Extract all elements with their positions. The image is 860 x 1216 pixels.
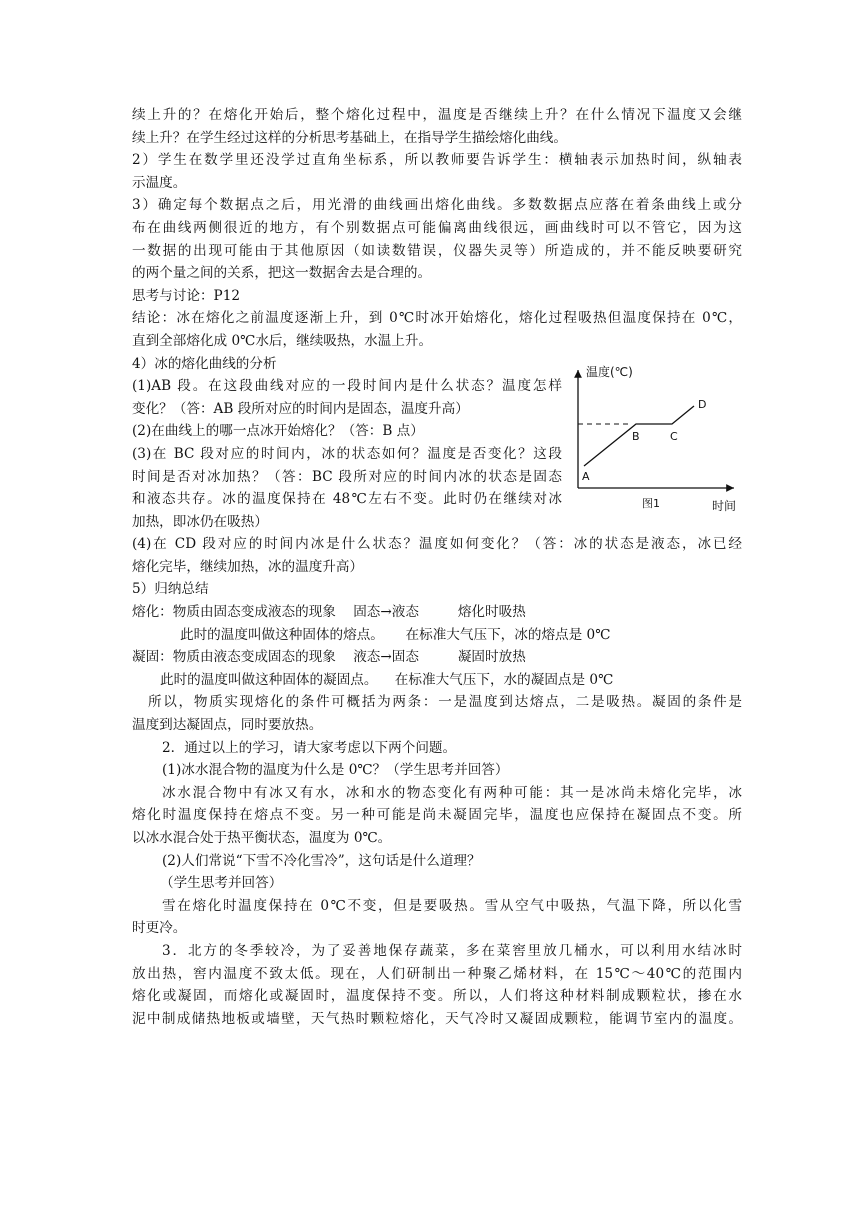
text-line: 熔化或凝固，而熔化或凝固时，温度保持不变。所以，人们将这种材料制成颗粒状，掺在水	[132, 988, 742, 1005]
text-line: 泥中制成储热地板或墙壁，天气热时颗粒熔化，天气冷时又凝固成颗粒，能调节室内的温度。	[132, 1010, 742, 1027]
melting-curve-figure	[562, 360, 752, 520]
text-line: 此时的温度叫做这种固体的凝固点。 在标准大气压下，水的凝固点是 0℃	[160, 671, 614, 688]
text-line: 2）学生在数学里还没学过直角坐标系，所以教师要告诉学生：横轴表示加热时间，纵轴表	[132, 152, 742, 169]
text-line: 思考与讨论：P12	[132, 287, 241, 304]
text-line: 冰水混合物中有冰又有水，冰和水的物态变化有两种可能：其一是冰尚未熔化完毕，冰	[162, 784, 742, 801]
text-line: 直到全部熔化成 0℃水后，继续吸热，水温上升。	[132, 332, 433, 349]
x-axis-label: 时间	[712, 499, 737, 513]
text-line: 熔化：物质由固态变成液态的现象 固态→液态 熔化时吸热	[132, 604, 526, 621]
text-line: 以冰水混合处于热平衡状态，温度为 0℃。	[132, 830, 392, 846]
text-line: 熔化时温度保持在熔点不变。另一种可能是尚未凝固完毕，温度也应保持在凝固点不变。所	[132, 807, 742, 824]
text-line: 和液态共存。冰的温度保持在 48℃左右不变。此时仍在继续对冰	[132, 491, 562, 508]
text-line: (1)AB 段。在这段曲线对应的一段时间内是什么状态？温度怎样	[132, 378, 562, 395]
text-line: 5）归纳总结	[132, 581, 209, 598]
text-line: (3)在 BC 段对应的时间内，冰的状态如何？温度是否变化？这段	[132, 445, 562, 462]
text-line: 结论：冰在熔化之前温度逐渐上升，到 0℃时冰开始熔化，熔化过程吸热但温度保持在 0℃，	[132, 310, 742, 327]
text-line: 续上升的？在熔化开始后，整个熔化过程中，温度是否继续上升？在什么情况下温度又会继	[132, 107, 742, 123]
text-line: 的两个量之间的关系，把这一数据舍去是合理的。	[132, 265, 432, 282]
text-line: 加热，即冰仍在吸热）	[132, 513, 268, 530]
text-line: 布在曲线两侧很近的地方，有个别数据点可能偏离曲线很远，画曲线时可以不管它，因为这	[132, 219, 742, 236]
text-line: (2)在曲线上的哪一点冰开始熔化？（答：B 点）	[132, 423, 424, 440]
text-line: 雪在熔化时温度保持在 0℃不变，但是要吸热。雪从空气中吸热，气温下降，所以化雪	[162, 897, 742, 914]
text-line: 此时的温度叫做这种固体的熔点。 在标准大气压下，冰的熔点是 0℃	[180, 626, 611, 643]
text-line: 续上升？在学生经过这样的分析思考基础上，在指导学生描绘熔化曲线。	[132, 129, 567, 146]
text-line: 4）冰的熔化曲线的分析	[132, 355, 277, 372]
text-line: (1)冰水混合物的温度为什么是 0℃？（学生思考并回答）	[162, 762, 509, 779]
text-line: 凝固：物质由液态变成固态的现象 液态→固态 凝固时放热	[132, 649, 526, 666]
figure-caption: 图1	[642, 497, 660, 510]
text-line: 2．通过以上的学习，请大家考虑以下两个问题。	[162, 739, 457, 756]
text-line: （学生思考并回答）	[160, 875, 283, 892]
text-line: 熔化完毕，继续加热，冰的温度升高）	[132, 558, 364, 575]
document-page	[132, 104, 742, 1030]
y-axis-label: 温度(℃)	[586, 365, 633, 379]
text-line: 3．北方的冬季较冷，为了妥善地保存蔬菜，多在菜窖里放几桶水，可以利用水结冰时	[162, 942, 742, 959]
text-line: 放出热，窖内温度不致太低。现在，人们研制出一种聚乙烯材料，在 15℃～40℃的范围内	[132, 965, 742, 982]
text-line: 时更冷。	[132, 920, 187, 937]
text-line: 时间是否对冰加热？（答：BC 段所对应的时间内冰的状态是固态	[132, 468, 562, 485]
point-label-a: A	[582, 470, 590, 483]
point-label-d: D	[698, 398, 707, 411]
point-label-c: C	[670, 430, 678, 443]
text-line: (2)人们常说“下雪不冷化雪冷”，这句话是什么道理？	[162, 852, 481, 869]
text-line: 3）确定每个数据点之后，用光滑的曲线画出熔化曲线。多数数据点应落在着条曲线上或分	[132, 197, 742, 214]
text-line: (4)在 CD 段对应的时间内冰是什么状态？温度如何变化？（答：冰的状态是液态，冰已经	[132, 536, 742, 553]
text-line: 所以，物质实现熔化的条件可概括为两条：一是温度到达熔点，二是吸热。凝固的条件是	[148, 694, 742, 711]
text-line: 变化？（答：AB 段所对应的时间内是固态，温度升高）	[132, 400, 469, 417]
point-label-b: B	[632, 430, 640, 443]
text-line: 温度到达凝固点，同时要放热。	[132, 717, 323, 734]
text-line: 示温度。	[132, 174, 187, 191]
text-line: 一数据的出现可能由于其他原因（如读数错误，仪器失灵等）所造成的，并不能反映要研究	[132, 242, 742, 259]
